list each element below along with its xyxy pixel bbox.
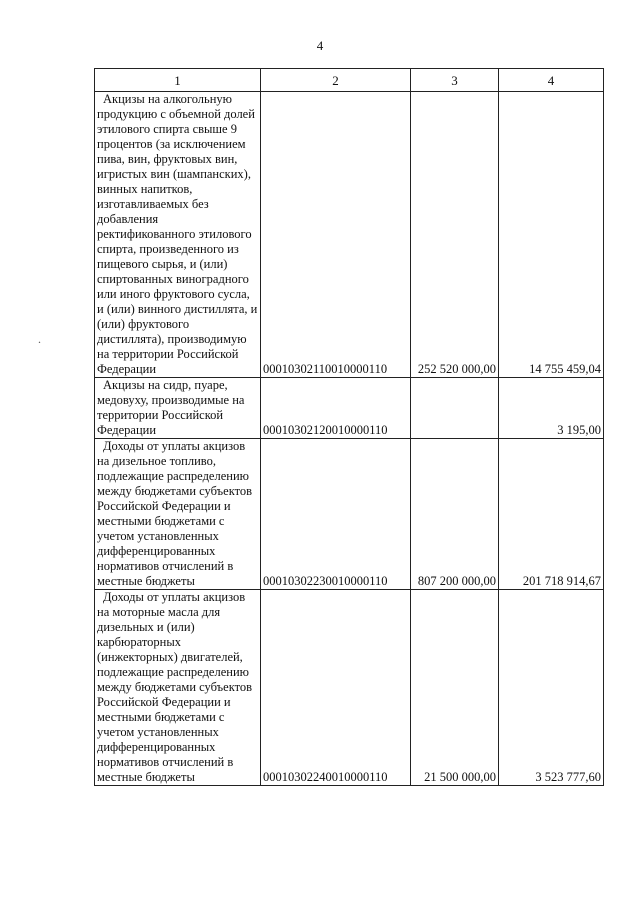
column-header-1: 1 — [95, 69, 261, 92]
row-name-cell — [95, 590, 261, 786]
page-number: 4 — [316, 38, 324, 53]
table-row — [95, 92, 604, 378]
budget-table — [94, 68, 604, 786]
row-plan: 807 200 000,00 — [411, 439, 499, 590]
table-row — [95, 439, 604, 590]
row-plan: 252 520 000,00 — [411, 92, 499, 378]
row-executed: 3 195,00 — [499, 378, 604, 439]
margin-mark: . — [38, 332, 41, 346]
row-executed: 14 755 459,04 — [499, 92, 604, 378]
row-code: 00010302110010000110 — [261, 92, 411, 378]
column-header-4: 4 — [499, 69, 604, 92]
row-executed: 3 523 777,60 — [499, 590, 604, 786]
row-name: Доходы от уплаты акцизов на моторные масла для дизельных и (или) карбюраторных (инжекторных) двигателей, подлежащие распределению между бюджетами субъектов Российской Федерации и местными бюджетами с учетом установленных дифференцированных нормативов отчислений в местные бюджеты — [97, 590, 253, 784]
row-name: Акцизы на сидр, пуаре, медовуху, производимые на территории Российской Федерации — [97, 378, 245, 437]
row-name-cell — [95, 378, 261, 439]
row-name-cell — [95, 439, 261, 590]
row-name: Доходы от уплаты акцизов на дизельное топливо, подлежащие распределению между бюджетами субъектов Российской Федерации и местными бюджетами с учетом установленных дифференцированных нормативов отчислений в местные бюджеты — [97, 439, 253, 588]
table-row — [95, 590, 604, 786]
table-row — [95, 378, 604, 439]
column-header-2: 2 — [261, 69, 411, 92]
row-name: Акцизы на алкогольную продукцию с объемной долей этилового спирта свыше 9 процентов (за исключением пива, вин, фруктовых вин, игристых вин (шампанских), винных напитков, изготавливаемых без добавления ректификованного этилового спирта, произведенного из пищевого сырья, и (или) спиртованных виноградного или иного фруктового сусла, и (или) винного дистиллята, и (или) фруктового дистиллята), производимую на территории Российской Федерации — [97, 92, 258, 376]
row-plan — [411, 378, 499, 439]
row-plan: 21 500 000,00 — [411, 590, 499, 786]
table-header-row — [95, 69, 604, 92]
row-code: 00010302230010000110 — [261, 439, 411, 590]
row-name-cell — [95, 92, 261, 378]
row-code: 00010302120010000110 — [261, 378, 411, 439]
row-executed: 201 718 914,67 — [499, 439, 604, 590]
row-code: 00010302240010000110 — [261, 590, 411, 786]
column-header-3: 3 — [411, 69, 499, 92]
